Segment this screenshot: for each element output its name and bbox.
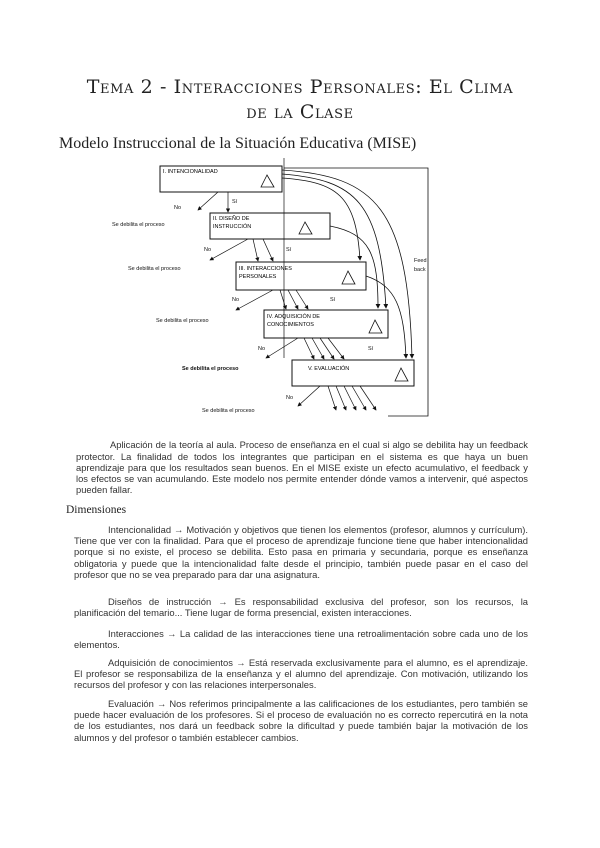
si-label-2: Sí: [286, 247, 292, 253]
no-label-1: No: [174, 205, 182, 211]
paragraph-interacciones: Interacciones → La calidad de las interacciones tiene una retroalimentación sobre cada uno de los elementos.: [74, 628, 528, 651]
box-diseno-label: II. DISEÑO DE: [213, 216, 250, 222]
no-label-4: No: [258, 346, 266, 352]
si-label-4: Sí: [368, 346, 374, 352]
no-label-3: No: [232, 297, 240, 303]
paragraph-evaluacion: Evaluación → Nos referimos principalmente a las calificaciones de los estudiantes, pero también se puede hacer evaluación de los profesores. Si el proceso de evaluación no es correcto repercutirá en la nota de los estudiantes, nos dará un feedback sobre la dificultad y puede también bajar la motivación de los alumnos y del profesor o también establecer cambios.: [74, 698, 528, 743]
box-intencionalidad-label: I. INTENCIONALIDAD: [163, 169, 218, 175]
debilita-label-2: Se debilita el proceso: [128, 266, 181, 272]
box-evaluacion: [292, 360, 414, 386]
paragraph-diseno: Diseños de instrucción → Es responsabilidad exclusiva del profesor, son los recursos, la planificación del temario... Tiene lugar de forma presencial, existen interacciones.: [74, 596, 528, 619]
page-title-line1: Tema 2 - Interacciones Personales: El Clima: [86, 76, 514, 98]
paragraph-intencionalidad: Intencionalidad → Motivación y objetivos que tienen los elementos (profesor, alumnos y currículum). Tiene que ver con la finalidad. Para que el proceso de aprendizaje funcione tiene que haber intencionalidad porque si no existe, el proceso se debilita. Esto pasa en primaria y secundaria, porque es enseñanza obligatoria y puede que la intencionalidad falte desde el principio, también puede pasar en el caso del profesor que no se vea preparado para dar una asignatura.: [74, 524, 528, 580]
debilita-label-5: Se debilita el proceso: [202, 408, 255, 414]
si-label-3: Sí: [330, 297, 336, 303]
page-title-line2: de la Clase: [246, 101, 354, 123]
box-interacciones-label2: PERSONALES: [239, 274, 277, 280]
dimensions-heading: Dimensiones: [66, 504, 127, 516]
diagram-caption: Aplicación de la teoría al aula. Proceso de enseñanza en el cual si algo se debilita hay un feedback protector. La finalidad de todos los integrantes que participan en el sistema es que haya un buen aprendizaje para que los resultados sean buenos. En el MISE existe un efecto acumulativo, el feedback y los efectos se van acumulando. Este modelo nos permite entender dónde vamos a intervenir, qué aspectos pueden fallar.: [76, 439, 528, 496]
feedback-label-2: back: [414, 267, 426, 273]
box-adquisicion-label: IV. ADQUISICIÓN DE: [267, 314, 320, 320]
section-subtitle: Modelo Instruccional de la Situación Educativa (MISE): [59, 135, 417, 152]
box-adquisicion-label2: CONOCIMIENTOS: [267, 322, 314, 328]
no-label-2: No: [204, 247, 212, 253]
no-label-5: No: [286, 395, 294, 401]
mise-diagram: [108, 158, 432, 420]
box-diseno-label2: INSTRUCCIÓN: [213, 224, 252, 230]
debilita-label-4: Se debilita el proceso: [182, 366, 239, 372]
si-label-1: Sí: [232, 199, 238, 205]
box-interacciones-label: III. INTERACCIONES: [239, 266, 292, 272]
debilita-label-1: Se debilita el proceso: [112, 222, 165, 228]
box-evaluacion-label: V. EVALUACIÓN: [308, 366, 350, 372]
feedback-label-1: Feed: [414, 258, 427, 264]
debilita-label-3: Se debilita el proceso: [156, 318, 209, 324]
paragraph-adquisicion: Adquisición de conocimientos → Está reservada exclusivamente para el alumno, es el aprendizaje. El profesor se responsabiliza de la enseñanza y el alumno del aprendizaje. Con motivación, utilizando los recursos del profesor y con las relaciones interpersonales.: [74, 657, 528, 691]
